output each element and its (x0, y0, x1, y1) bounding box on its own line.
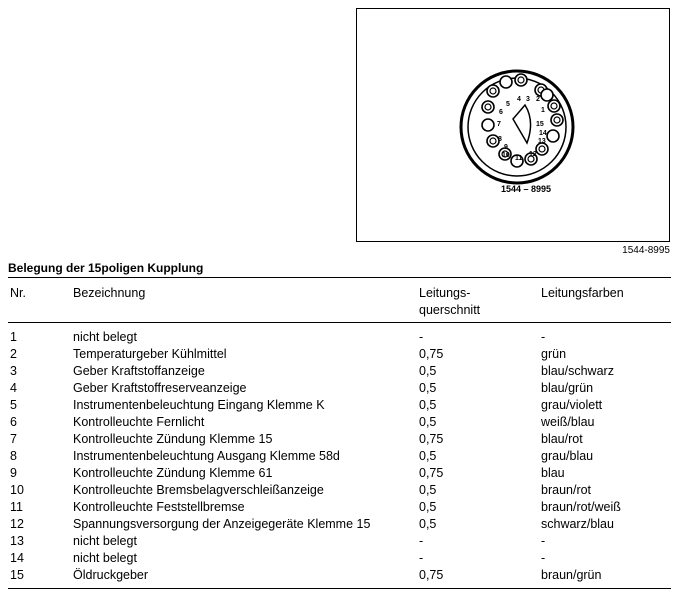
pin-number-label: 1 (541, 107, 545, 114)
pin-number-label: 15 (536, 121, 544, 128)
cell-querschnitt: 0,75 (419, 347, 444, 361)
cell-bezeichnung: Temperaturgeber Kühlmittel (73, 347, 227, 361)
cell-nr: 15 (10, 568, 24, 582)
connector-pin (551, 114, 563, 126)
pin-number-label: 6 (499, 109, 503, 116)
cell-bezeichnung: Kontrolleuchte Bremsbelagverschleißanzeige (73, 483, 324, 497)
cell-nr: 7 (10, 432, 17, 446)
cell-bezeichnung: Kontrolleuchte Feststellbremse (73, 500, 245, 514)
cell-bezeichnung: nicht belegt (73, 551, 137, 565)
figure-reference: 1544-8995 (622, 245, 670, 256)
cell-querschnitt: - (419, 330, 424, 344)
header-querschnitt-line2: querschnitt (419, 303, 481, 317)
cell-querschnitt: - (419, 551, 424, 565)
cell-leitungsfarbe: blau (541, 466, 565, 480)
cell-querschnitt: 0,5 (419, 364, 437, 378)
table-row (0, 346, 677, 363)
cell-leitungsfarbe: grün (541, 347, 567, 361)
cell-bezeichnung: Instrumentenbeleuchtung Ausgang Klemme 58d (73, 449, 340, 463)
table-row (0, 431, 677, 448)
connector-pin (548, 100, 560, 112)
header-leitungsfarben: Leitungsfarben (541, 286, 624, 300)
cell-leitungsfarbe: - (541, 330, 546, 344)
table-row (0, 516, 677, 533)
cell-nr: 14 (10, 551, 24, 565)
cell-querschnitt: 0,75 (419, 432, 444, 446)
cell-bezeichnung: Geber Kraftstoffanzeige (73, 364, 205, 378)
pin-number-label: 9 (504, 144, 508, 151)
cell-querschnitt: 0,5 (419, 500, 437, 514)
table-row (0, 533, 677, 550)
cell-bezeichnung: Instrumentenbeleuchtung Eingang Klemme K (73, 398, 325, 412)
pin-number-label: 8 (498, 136, 502, 143)
cell-nr: 10 (10, 483, 24, 497)
table-title: Belegung der 15poligen Kupplung (8, 261, 204, 275)
cell-leitungsfarbe: - (541, 551, 546, 565)
table-bottom-rule (8, 588, 671, 589)
cell-nr: 8 (10, 449, 17, 463)
table-row (0, 567, 677, 584)
connector-figure (356, 8, 670, 242)
table-row (0, 380, 677, 397)
table-row (0, 414, 677, 431)
cell-leitungsfarbe: - (541, 534, 546, 548)
cell-nr: 11 (10, 500, 23, 514)
cell-leitungsfarbe: grau/blau (541, 449, 594, 463)
cell-querschnitt: 0,75 (419, 568, 444, 582)
connector-pin (515, 74, 527, 86)
table-row (0, 550, 677, 567)
cell-bezeichnung: Spannungsversorgung der Anzeigegeräte Klemme 15 (73, 517, 371, 531)
cell-leitungsfarbe: braun/rot (541, 483, 592, 497)
connector-pin (547, 130, 559, 142)
pin-number-label: 4 (517, 96, 521, 103)
header-bottom-rule (8, 322, 671, 323)
cell-bezeichnung: Kontrolleuchte Fernlicht (73, 415, 205, 429)
cell-leitungsfarbe: blau/schwarz (541, 364, 614, 378)
cell-querschnitt: 0,5 (419, 483, 437, 497)
header-nr: Nr. (10, 286, 26, 300)
figure-code-label: 1544 – 8995 (501, 184, 552, 194)
connector-pin (541, 89, 553, 101)
cell-leitungsfarbe: braun/rot/weiß (541, 500, 621, 514)
table-row (0, 363, 677, 380)
cell-nr: 4 (10, 381, 17, 395)
cell-leitungsfarbe: blau/grün (541, 381, 594, 395)
cell-querschnitt: 0,5 (419, 517, 437, 531)
cell-bezeichnung: Kontrolleuchte Zündung Klemme 15 (73, 432, 273, 446)
connector-pin (482, 119, 494, 131)
connector-pin (482, 101, 494, 113)
cell-bezeichnung: Geber Kraftstoffreserveanzeige (73, 381, 247, 395)
connector-diagram (357, 9, 671, 243)
cell-nr: 3 (10, 364, 17, 378)
table-row (0, 482, 677, 499)
cell-querschnitt: 0,75 (419, 466, 444, 480)
cell-nr: 2 (10, 347, 17, 361)
cell-querschnitt: 0,5 (419, 449, 437, 463)
pin-number-label: 3 (526, 96, 530, 103)
cell-leitungsfarbe: blau/rot (541, 432, 583, 446)
pin-number-label: 7 (497, 121, 501, 128)
cell-nr: 5 (10, 398, 17, 412)
table-top-rule (8, 277, 671, 278)
table-row (0, 499, 677, 516)
table-row (0, 397, 677, 414)
cell-leitungsfarbe: braun/grün (541, 568, 602, 582)
table-row (0, 448, 677, 465)
pin-number-label: 10 (502, 152, 510, 159)
cell-nr: 13 (10, 534, 24, 548)
table-row (0, 329, 677, 346)
cell-leitungsfarbe: schwarz/blau (541, 517, 614, 531)
header-querschnitt-line1: Leitungs- (419, 286, 471, 300)
cell-leitungsfarbe: weiß/blau (541, 415, 595, 429)
cell-nr: 1 (10, 330, 17, 344)
cell-nr: 6 (10, 415, 17, 429)
pin-number-label: 2 (536, 96, 540, 103)
pin-number-label: 13 (538, 138, 546, 145)
pin-number-label: 12 (529, 151, 537, 158)
cell-bezeichnung: nicht belegt (73, 534, 137, 548)
connector-pin (500, 76, 512, 88)
cell-querschnitt: 0,5 (419, 398, 437, 412)
cell-nr: 9 (10, 466, 17, 480)
cell-querschnitt: - (419, 534, 424, 548)
table-row (0, 465, 677, 482)
cell-bezeichnung: Öldruckgeber (73, 568, 149, 582)
cell-querschnitt: 0,5 (419, 381, 437, 395)
cell-bezeichnung: Kontrolleuchte Zündung Klemme 61 (73, 466, 273, 480)
connector-key (513, 105, 531, 143)
cell-querschnitt: 0,5 (419, 415, 437, 429)
header-bezeichnung: Bezeichnung (73, 286, 146, 300)
cell-leitungsfarbe: grau/violett (541, 398, 603, 412)
pin-number-label: 11 (515, 155, 523, 162)
pin-number-label: 5 (506, 101, 510, 108)
connector-pin (487, 85, 499, 97)
cell-bezeichnung: nicht belegt (73, 330, 137, 344)
cell-nr: 12 (10, 517, 24, 531)
pin-number-label: 14 (539, 130, 547, 137)
